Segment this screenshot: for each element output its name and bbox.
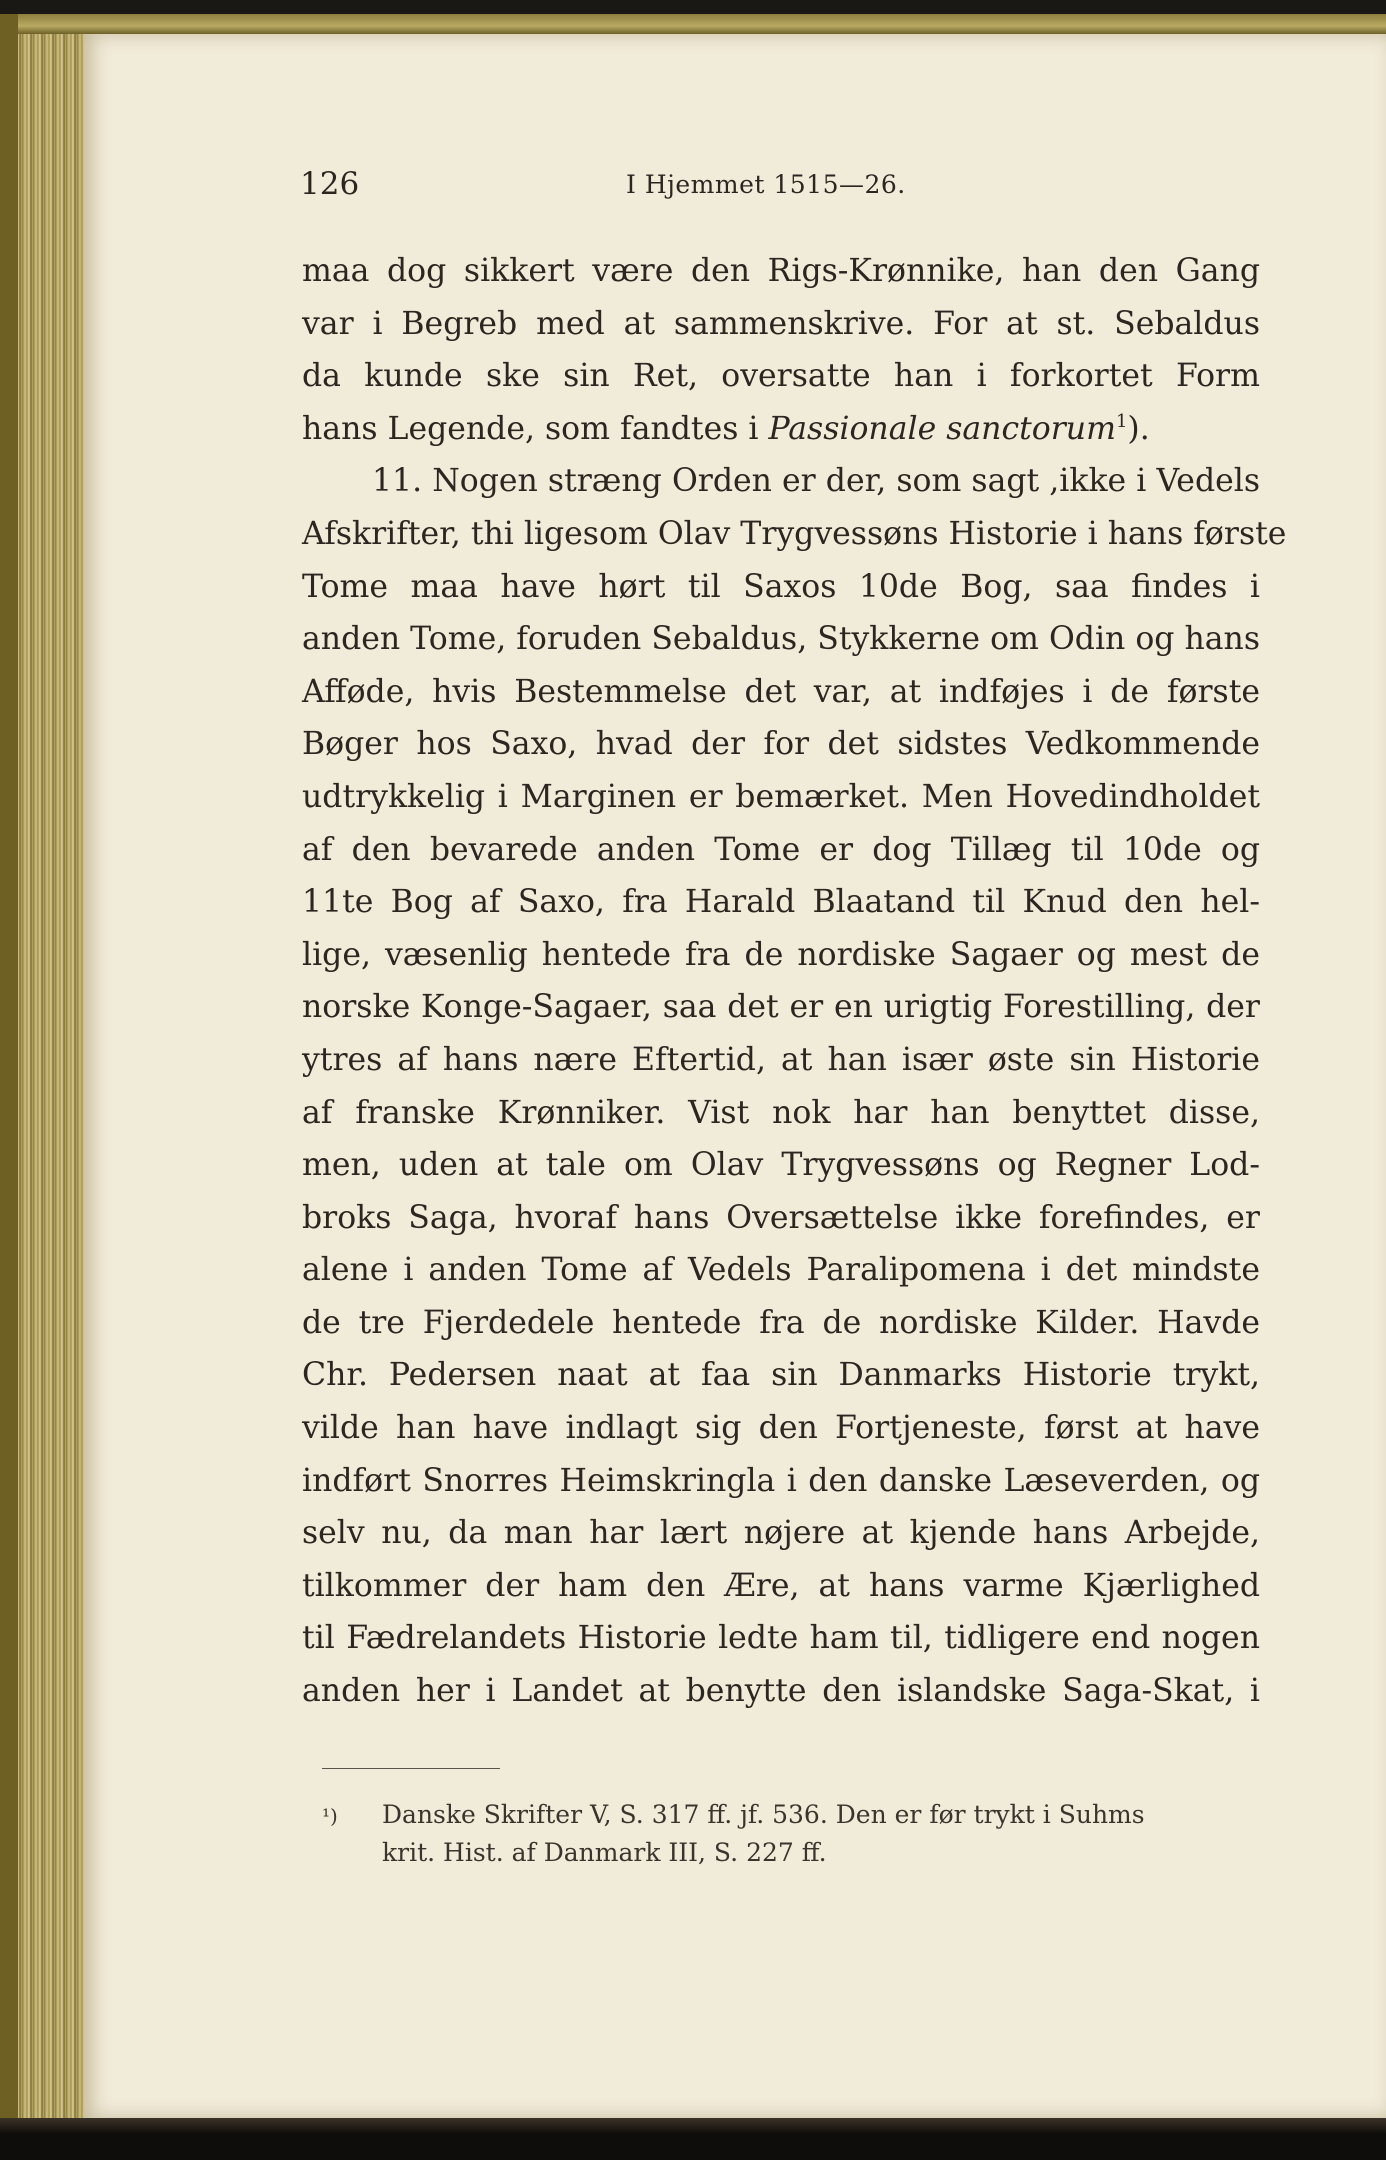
text-line: anden Tome, foruden Sebaldus, Stykkerne om Odin og hans	[302, 621, 1260, 658]
text-line: af den bevarede anden Tome er dog Tillæg til 10de og	[302, 831, 1260, 868]
text-line: men, uden at tale om Olav Trygvessøns og Regner Lod-	[302, 1147, 1260, 1184]
text-line: af franske Krønniker. Vist nok har han benyttet disse,	[302, 1094, 1260, 1131]
text-line: 11te Bog af Saxo, fra Harald Blaatand til Knud den hel-	[302, 884, 1260, 921]
body-text	[302, 245, 1287, 1718]
text-line: vilde han have indlagt sig den Fortjeneste, først at have	[302, 1410, 1260, 1447]
text-line: var i Begreb med at sammenskrive. For at st. Sebaldus	[302, 305, 1260, 342]
running-head: I Hjemmet 1515—26.	[626, 170, 906, 199]
footnotes	[322, 1796, 1270, 1872]
book-binding	[0, 14, 18, 2144]
book-top-edge	[18, 14, 1386, 34]
page-header	[300, 166, 1250, 210]
page-number: 126	[300, 166, 360, 202]
footnote-marker: ¹)	[322, 1804, 338, 1828]
text-line: udtrykkelig i Marginen er bemærket. Men Hovedindholdet	[302, 778, 1260, 815]
footnote-ref: 1	[1115, 410, 1128, 432]
footnote-divider	[322, 1768, 500, 1769]
text-line-legende	[302, 403, 1260, 456]
scan-top-border	[0, 0, 1386, 14]
footnote-line	[322, 1796, 1270, 1834]
legende-end: ).	[1127, 410, 1150, 447]
text-line: alene i anden Tome af Vedels Paralipomena i det mindste	[302, 1252, 1260, 1289]
text-line: Afskrifter, thi ligesom Olav Trygvessøns Historie i hans første	[302, 515, 1287, 552]
text-line: Tome maa have hørt til Saxos 10de Bog, saa findes i	[302, 568, 1260, 605]
text-line: Bøger hos Saxo, hvad der for det sidstes Vedkommende	[302, 726, 1260, 763]
footnote-line: krit. Hist. af Danmark III, S. 227 ff.	[382, 1838, 827, 1867]
text-line: da kunde ske sin Ret, oversatte han i forkortet Form	[302, 358, 1260, 395]
text-line-paragraph-start: 11. Nogen stræng Orden er der, som sagt ,ikke i Vedels	[372, 463, 1260, 500]
legende-text: hans Legende, som fandtes i	[302, 410, 769, 447]
text-line: til Fædrelandets Historie ledte ham til, tidligere end nogen	[302, 1620, 1260, 1657]
work-title: Passionale sanctorum	[768, 410, 1116, 447]
text-line: selv nu, da man har lært nøjere at kjende hans Arbejde,	[302, 1515, 1260, 1552]
text-line: broks Saga, hvoraf hans Oversættelse ikke forefindes, er	[302, 1199, 1260, 1236]
text-line: maa dog sikkert være den Rigs-Krønnike, han den Gang	[302, 253, 1260, 289]
scan-bottom-border	[0, 2118, 1386, 2160]
text-line: anden her i Landet at benytte den islandske Saga-Skat, i	[302, 1673, 1260, 1710]
text-line: Afføde, hvis Bestemmelse det var, at indføjes i de første	[302, 673, 1260, 710]
text-line: Chr. Pedersen naat at faa sin Danmarks Historie trykt,	[302, 1357, 1260, 1394]
text-line: tilkommer der ham den Ære, at hans varme Kjærlighed	[302, 1567, 1260, 1604]
text-line: lige, væsenlig hentede fra de nordiske Sagaer og mest de	[302, 936, 1260, 973]
text-line: norske Konge-Sagaer, saa det er en urigtig Forestilling, der	[302, 989, 1260, 1026]
text-line: de tre Fjerdedele hentede fra de nordiske Kilder. Havde	[302, 1304, 1260, 1341]
footnote-text: Danske Skrifter V, S. 317 ff. jf. 536. Den er før trykt i Suhms	[382, 1800, 1145, 1829]
text-line: indført Snorres Heimskringla i den danske Læseverden, og	[302, 1462, 1260, 1499]
text-line: ytres af hans nære Eftertid, at han især øste sin Historie	[302, 1041, 1260, 1078]
